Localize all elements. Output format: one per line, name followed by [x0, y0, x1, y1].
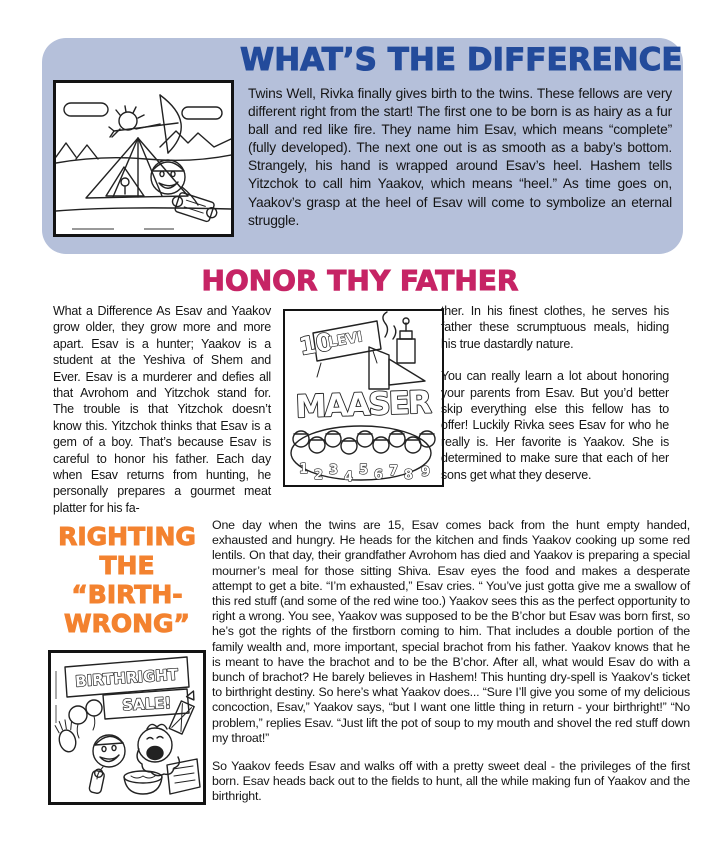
esav-hunting-illustration — [53, 80, 234, 237]
esav-archer-head — [119, 112, 137, 130]
contract-document — [167, 759, 200, 794]
top-panel-body-text: Twins Well, Rivka finally gives birth to the twins. These fellows are very different right from the start! The first one to be born is as hairy as a fur ball and red like fire. They name him Esav, which means “complete” (fully developed). The next one out is as smooth as a baby’s bottom. Strangely, his hand is wrapped around Esav’s heel. Hashem tells Yitzchok to call him Yaakov, which means “heel.” As time goes on, Yaakov’s grasp at the heel of Esav will come to symbolize an eternal struggle. — [248, 86, 672, 228]
tiny-credit-text — [72, 228, 114, 230]
cloud-right — [182, 107, 222, 119]
svg-text:2: 2 — [314, 468, 324, 483]
birthwrong-title-line-2: THE — [99, 551, 155, 580]
birthwrong-title-line-3: “BIRTH- — [71, 580, 183, 609]
esav-open-mouth — [147, 747, 163, 760]
arrow-quiver — [169, 688, 200, 734]
ground-line — [56, 208, 231, 211]
pine-tree — [76, 145, 98, 159]
yaakov-smile — [159, 182, 178, 188]
crowd-numbers — [299, 462, 430, 485]
soup — [131, 776, 155, 778]
maaser-illustration — [283, 309, 444, 487]
esav-squinting-eyes — [147, 737, 163, 740]
birthwrong-title-line-4: WRONG” — [64, 609, 190, 638]
svg-text:3: 3 — [329, 463, 339, 478]
honor-column-right-paragraph-1: ther. In his finest clothes, he serves his father these scrumptuous meals, hiding his true dastardly nature. — [441, 304, 669, 351]
svg-text:1: 1 — [299, 462, 309, 477]
honor-column-right-paragraph-2: You can really learn a lot about honoring your parents from Esav. But you’d better skip everything else this fellow has to offer! Luckily Rivka sees Esav for who he really is. Her favorite is Yaakov. She is determined to make sure that each of her sons get what they deserve. — [441, 369, 669, 482]
birthwrong-story-text — [212, 518, 690, 805]
svg-text:7: 7 — [389, 464, 399, 479]
birthwrong-paragraph-2: So Yaakov feeds Esav and walks off with a pretty sweet deal - the privileges of the first born. Esav heads back out to the fields to hunt, all the while making fun of Yaakov and the birthright. — [212, 759, 690, 804]
honor-column-left: What a Difference As Esav and Yaakov grow older, they grow more and more apart. Esav is a hunter; Yaakov is a student at the Yeshiva of Shem and Ever. Esav is a murderer and defies all that Avrohom and Yitzchok stand for. The trouble is that Yitzchok doesn’t know this. Yitzchok thinks that Esav is a gem of a boy. That’s because Esav is careful to honor his father. Each day when Esav returns from hunting, he personally prepares a gourmet meat platter for his fa- — [53, 304, 271, 515]
smoke — [393, 326, 396, 339]
section-title-honor-thy-father: HONOR THY FATHER — [201, 264, 519, 297]
tiny-credit-text — [55, 671, 57, 699]
svg-text:9: 9 — [421, 465, 431, 480]
honor-column-right — [441, 303, 669, 483]
svg-text:8: 8 — [404, 468, 414, 483]
birthright-banner-label: BIRTHRIGHT — [74, 665, 179, 691]
balloon — [86, 700, 102, 716]
birthwrong-paragraph-1: One day when the twins are 15, Esav comes back from the hunt empty handed, exhausted and hungry. He heads for the kitchen and finds Yaakov cooking up some red lentils. On that day, their grandfather Avrohom has died and Yaakov is preparing a special mourner’s meal for those sitting Shiva. Esav eyes the food and makes a desperate attempt to get a bite. “I’m exhausted,” Esav cries. “ You’ve just gotta give me a swallow of this red stuff (and some of the red wine too.) Yaakov sees this as the perfect opportunity to right a wrong. You see, Yaakov was supposed to be the B’chor but Esav was born first, so he’s got the rights of the firstborn coming to him. That includes a double portion of the family wealth and, more important, special brachot from his father. Yaakov knows that he is meant to have the brachot and to be the B’chor. After all, what would Esav do with a bunch of brachot? He barely believes in Hashem! This hunting dry-spell is Yaakov’s ticket to birthright destiny. So here’s what Yaakov does... “Sure I’ll give you some of my delicious concoction, Esav,” Yaakov says, “but I want one little thing in return - your birthright!” “No problem,” replies Esav. “Just lift the pot of soup to my mouth and shovel the red stuff down my throat!” — [212, 518, 690, 745]
birthright-sale-illustration — [48, 650, 206, 805]
maaser-line-art — [285, 311, 442, 485]
section-title-righting-the-birthwrong — [44, 522, 210, 638]
smoke — [383, 312, 388, 337]
scroll — [170, 190, 220, 223]
yaakov-smile — [100, 755, 119, 762]
maaser-word: MAASER — [294, 384, 431, 426]
crowd-heads — [293, 431, 435, 454]
maaser-number-10: 10 — [297, 327, 335, 361]
levi-flag-label: LEVI — [326, 329, 364, 351]
birthright-sale-line-art — [51, 653, 203, 802]
tiny-credit-text — [55, 705, 57, 723]
pine-tree — [56, 143, 76, 157]
tiny-credit-text — [144, 228, 174, 230]
funnel — [369, 347, 389, 389]
soup-pot-rim — [124, 771, 162, 783]
horizon-line — [56, 155, 231, 163]
figure-in-tent — [121, 178, 129, 186]
birthwrong-title-line-1: RIGHTING — [58, 522, 196, 551]
cloud-left — [64, 103, 108, 116]
soup-pot-body — [124, 777, 162, 794]
sale-banner-label: SALE! — [121, 693, 172, 715]
section-title-whats-the-difference: WHAT’S THE DIFFERENCE — [240, 42, 683, 78]
esav-hunting-line-art — [56, 83, 231, 234]
svg-text:4: 4 — [344, 470, 354, 485]
altar — [397, 339, 415, 363]
svg-text:6: 6 — [374, 468, 384, 483]
rolled-scroll — [89, 768, 106, 794]
mountains — [160, 131, 231, 147]
svg-text:5: 5 — [359, 463, 369, 478]
